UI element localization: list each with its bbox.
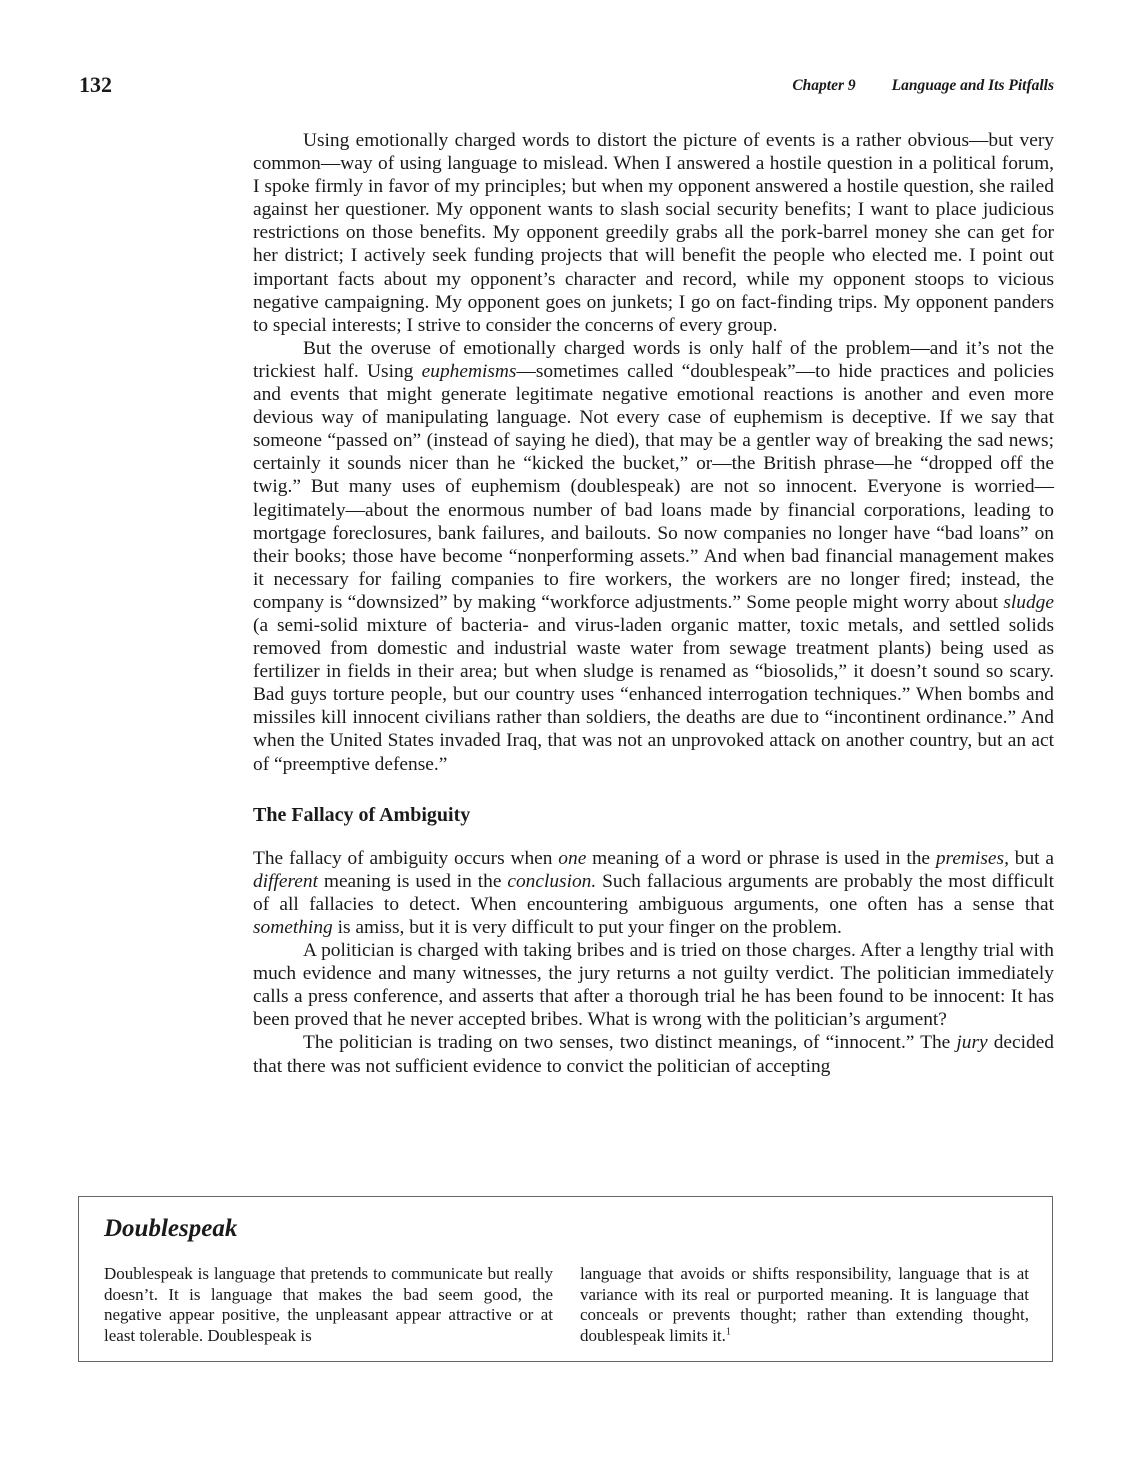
running-head (792, 77, 1054, 95)
sidebar-column-right: language that avoids or shifts responsibility, language that is at variance with its real or purported meaning. It is language that conceals or prevents thought; rather than extending thought, doublespeak limits it.$^1$ (580, 1264, 1029, 1345)
paragraph-ambiguity-definition: The fallacy of ambiguity occurs when one meaning of a word or phrase is used in the premises, but a different meaning is used in the conclusion. Such fallacious arguments are probably the most difficult of all fallacies to detect. When encountering ambiguous arguments, one often has a sense that something is amiss, but it is very difficult to put your finger on the problem. (253, 847, 1055, 938)
sidebar-columns (104, 1264, 1029, 1346)
body-text (253, 129, 1054, 1078)
paragraph-politician-analysis: The politician is trading on two senses, two distinct meanings, of “innocent.” The jury decided that there was not sufficient evidence to convict the politician of accepting (253, 1032, 1055, 1077)
page-number: 132 (79, 72, 112, 97)
footnote-marker: 1 (725, 1325, 731, 1337)
sidebar-title: Doublespeak (104, 1215, 238, 1242)
paragraph-emotional-words: Using emotionally charged words to distort the picture of events is a rather obvious—but very common—way of using language to mislead. When I answered a hostile question in a political forum, I spoke firmly in favor of my principles; but when my opponent answered a hostile question, she railed against her questioner. My opponent wants to slash social security benefits; I want to place judicious restrictions on those benefits. My opponent greedily grabs all the pork-barrel money she can get for her district; I actively seek funding projects that will benefit the people who elected me. I point out important facts about my opponent’s character and record, while my opponent stoops to vicious negative campaigning. My opponent goes on junkets; I go on fact-finding trips. My opponent panders to special interests; I strive to consider the concerns of every group. (253, 130, 1054, 336)
sidebar-column-left: Doublespeak is language that pretends to communicate but really doesn’t. It is language that makes the bad seem good, the negative appear positive, the unpleasant appear attractive or at least tolerable. Doublespeak is (104, 1264, 553, 1345)
paragraph-politician-example: A politician is charged with taking bribes and is tried on those charges. After a lengthy trial with much evidence and many witnesses, the jury returns a not guilty verdict. The politician immediately calls a press conference, and asserts that after a thorough trial he has been found to be innocent: It has been proved that he never accepted bribes. What is wrong with the politician’s argument? (253, 940, 1054, 1031)
paragraph-euphemisms: But the overuse of emotionally charged words is only half of the problem—and it’s not the trickiest half. Using euphemisms—sometimes called “doublespeak”—to hide practices and policies and events that might generate legitimate negative emotional reactions is another and even more devious way of manipulating language. Not every case of euphemism is deceptive. If we say that someone “passed on” (instead of saying he died), that may be a gentler way of breaking the sad news; certainly it sounds nicer than he “kicked the bucket,” or—the British phrase—he “dropped off the twig.” But many uses of euphemism (doublespeak) are not so innocent. Everyone is worried—legitimately—about the enormous number of bad loans made by financial corporations, leading to mortgage foreclosures, bank failures, and bailouts. So now companies no longer have “bad loans” on their books; those have become “nonperforming assets.” And when bad financial management makes it necessary for failing companies to fire workers, the workers are no longer fired; instead, the company is “downsized” by making “workforce adjustments.” Some people might worry about sludge (a semi-solid mixture of bacteria- and virus-laden organic matter, toxic metals, and settled solids removed from domestic and industrial waste water from sewage treatment plants) being used as fertilizer in fields in their area; but when sludge is renamed as “biosolids,” it doesn’t sound so scary. Bad guys torture people, but our country uses “enhanced interrogation techniques.” When bombs and missiles kill innocent civilians rather than soldiers, the deaths are due to “incontinent ordinance.” And when the United States invaded Iraq, that was not an unprovoked attack on another country, but an act of “preemptive defense.” (253, 337, 1054, 775)
section-heading: The Fallacy of Ambiguity (253, 803, 471, 826)
chapter-title: Language and Its Pitfalls (891, 77, 1054, 94)
chapter-label: Chapter 9 (792, 77, 856, 94)
doublespeak-sidebar (78, 1196, 1053, 1362)
